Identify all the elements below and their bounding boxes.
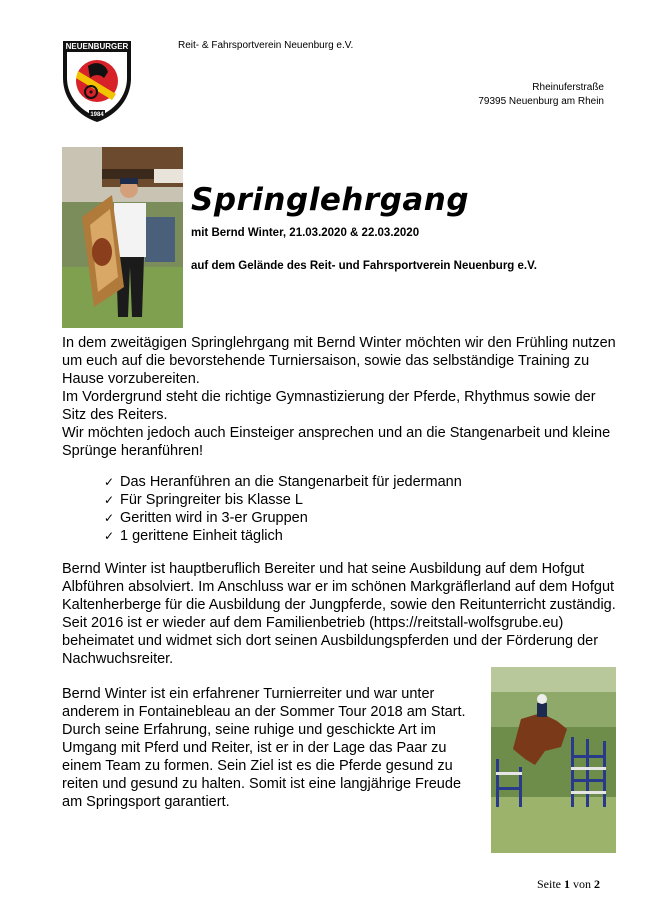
event-subtitle: mit Bernd Winter, 21.03.2020 & 22.03.2020 — [191, 227, 420, 239]
trainer-photo — [62, 147, 183, 328]
checklist-item: ✓ Für Springreiter bis Klasse L — [104, 492, 303, 508]
checklist-item: ✓ 1 gerittene Einheit täglich — [104, 528, 283, 544]
page-number: Seite 1 von 2 — [537, 877, 600, 891]
intro-paragraph: In dem zweitägigen Springlehrgang mit Bernd Winter möchten wir den Frühling nutzen um euch auf die bevorstehende Turniersaison, sowie das selbständige Training zu Hause vorzubereiten. — [62, 335, 616, 387]
feature-checklist — [104, 473, 462, 545]
intro-paragraph: Im Vordergrund steht die richtige Gymnastizierung der Pferde, Rhythmus sowie der Sitz des Reiters. — [62, 389, 596, 423]
checklist-item: ✓ Das Heranführen an die Stangenarbeit für jedermann — [104, 474, 462, 490]
bio-experience — [62, 685, 482, 811]
checkmark-icon: ✓ — [104, 529, 115, 543]
bio-paragraph: Bernd Winter ist ein erfahrener Turnierreiter und war unter anderem in Fontainebleau an der Sommer Tour 2018 am Start. — [62, 686, 466, 720]
address-city: 79395 Neuenburg am Rhein — [478, 96, 604, 107]
checkmark-icon: ✓ — [104, 475, 115, 489]
event-title: Springlehrgang — [191, 182, 470, 218]
event-venue: auf dem Gelände des Reit- und Fahrsportverein Neuenburg e.V. — [191, 260, 537, 272]
checklist-item: ✓ Geritten wird in 3-er Gruppen — [104, 510, 308, 526]
logo-top-text: NEUENBURGER — [65, 42, 129, 51]
checkmark-icon: ✓ — [104, 493, 115, 507]
club-logo — [60, 38, 134, 124]
address-street: Rheinuferstraße — [532, 82, 604, 93]
jumping-photo — [491, 667, 616, 853]
intro-paragraph: Wir möchten jedoch auch Einsteiger ansprechen und an die Stangenarbeit und kleine Sprünge heranführen! — [62, 425, 611, 459]
organization-name: Reit- & Fahrsportverein Neuenburg e.V. — [178, 40, 354, 51]
bio-paragraph: Durch seine Erfahrung, seine ruhige und geschickte Art im Umgang mit Pferd und Reiter, ist er in der Lage das Paar zu einem Team zu formen. Sein Ziel ist es die Pferde gesund zu reiten und gesund zu halten. Somit ist eine langjährige Freude am Springsport garantiert. — [62, 722, 462, 810]
intro-text — [62, 334, 622, 460]
address-block — [478, 81, 604, 109]
checkmark-icon: ✓ — [104, 511, 115, 525]
logo-year: 1984 — [90, 112, 104, 118]
bio-paragraph: Bernd Winter ist hauptberuflich Bereiter und hat seine Ausbildung auf dem Hofgut Albführen absolviert. Im Anschluss war er im schönen Markgräflerland auf dem Hofgut Kaltenherberge für die Ausbildung der Jungpferde, sowie den Reitunterricht zuständig. Seit 2016 ist er wieder auf dem Familienbetrieb (https://reitstall-wolfsgrube.eu) beheimatet und widmet sich dort seinen Ausbildungspferden und der Förderung der Nachwuchsreiter. — [62, 561, 616, 667]
